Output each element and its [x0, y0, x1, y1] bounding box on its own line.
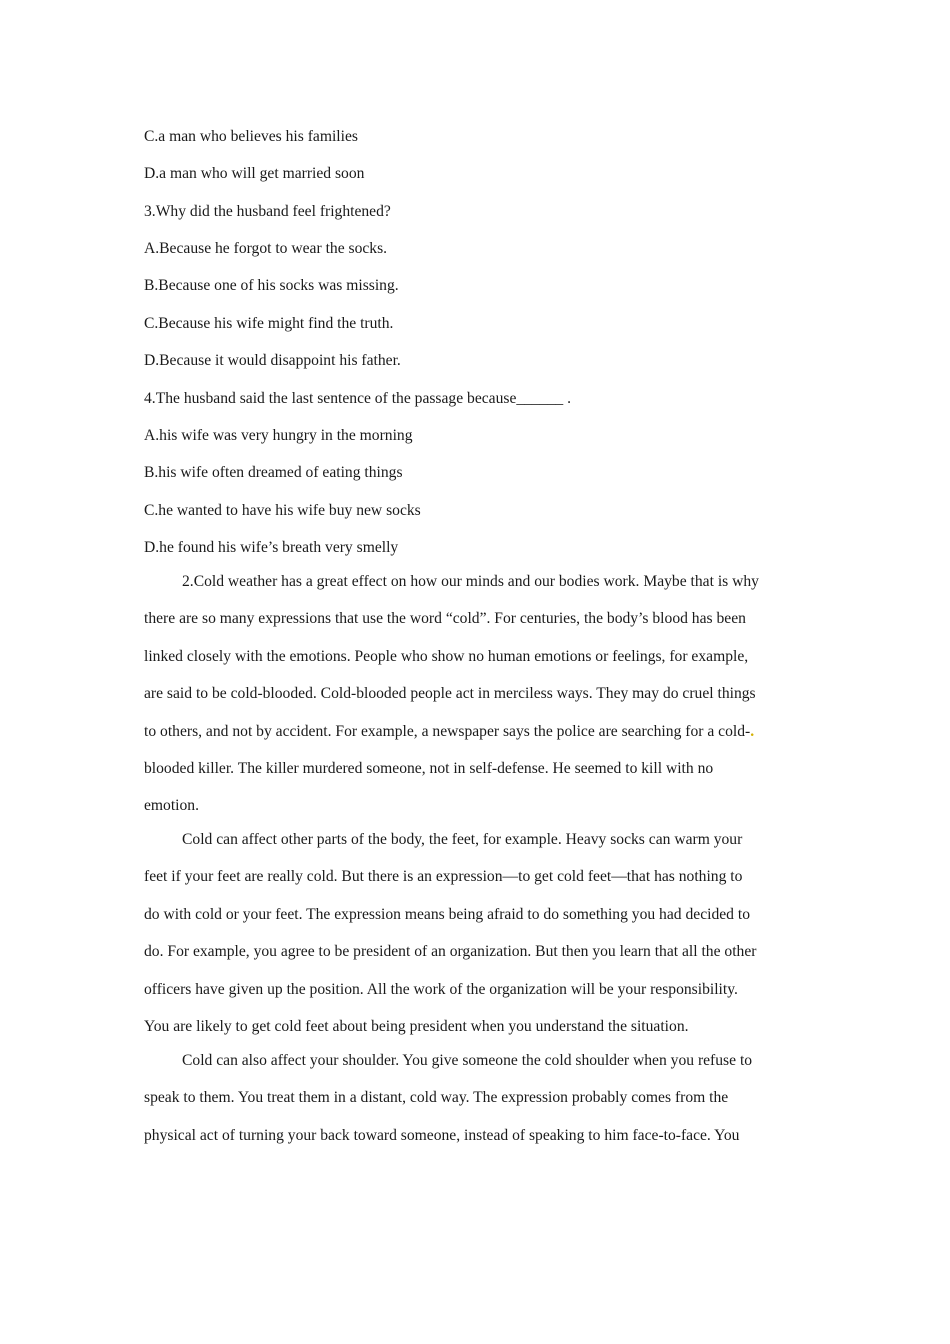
paragraph-line: there are so many expressions that use the word “cold”. For centuries, the body’s blood has been: [144, 610, 746, 628]
paragraph-line: are said to be cold-blooded. Cold-blooded people act in merciless ways. They may do cruel things: [144, 685, 756, 703]
paragraph-line: You are likely to get cold feet about being president when you understand the situation.: [144, 1018, 689, 1036]
paragraph-line: Cold can also affect your shoulder. You give someone the cold shoulder when you refuse to: [182, 1052, 753, 1069]
paragraph-line: Cold can affect other parts of the body, the feet, for example. Heavy socks can warm your: [182, 831, 743, 848]
q3-option-c: C.Because his wife might find the truth.: [144, 315, 394, 332]
paragraph-line: physical act of turning your back toward someone, instead of speaking to him face-to-face. You: [144, 1126, 740, 1144]
paragraph-line: speak to them. You treat them in a distant, cold way. The expression probably comes from the: [144, 1089, 729, 1107]
q4-option-d: D.he found his wife’s breath very smelly: [144, 539, 399, 556]
paragraph-line-text: to others, and not by accident. For example, a newspaper says the police are searching for a cold-: [144, 722, 751, 740]
q4-option-c: C.he wanted to have his wife buy new socks: [144, 502, 421, 519]
paragraph-line: do. For example, you agree to be president of an organization. But then you learn that all the other: [144, 943, 757, 961]
q4-stem: 4.The husband said the last sentence of the passage because______ .: [144, 390, 571, 407]
passage-paragraph-2: [144, 821, 804, 1045]
q4-option-b: B.his wife often dreamed of eating things: [144, 464, 403, 481]
paragraph-line: officers have given up the position. All the work of the organization will be your responsibility.: [144, 980, 738, 998]
q2-option-d: D.a man who will get married soon: [144, 165, 365, 182]
q3-option-a: A.Because he forgot to wear the socks.: [144, 240, 388, 257]
paragraph-line: blooded killer. The killer murdered someone, not in self-defense. He seemed to kill with no: [144, 760, 714, 778]
paragraph-line-with-mark: [144, 713, 804, 750]
paragraph-line: emotion.: [144, 797, 200, 815]
paragraph-line: 2.Cold weather has a great effect on how our minds and our bodies work. Maybe that is why: [182, 573, 759, 590]
passage-paragraph-3: [144, 1042, 804, 1154]
paragraph-line: linked closely with the emotions. People who show no human emotions or feelings, for example,: [144, 647, 749, 665]
q2-option-c: C.a man who believes his families: [144, 128, 358, 145]
passage-paragraph-1: [144, 563, 804, 825]
paragraph-line: do with cold or your feet. The expression means being afraid to do something you had decided to: [144, 905, 750, 923]
q3-stem: 3.Why did the husband feel frightened?: [144, 203, 391, 220]
q3-option-b: B.Because one of his socks was missing.: [144, 277, 399, 294]
paragraph-line: feet if your feet are really cold. But there is an expression—to get cold feet—that has nothing to: [144, 868, 743, 886]
highlight-mark: .: [750, 722, 755, 740]
q4-option-a: A.his wife was very hungry in the morning: [144, 427, 413, 444]
q3-option-d: D.Because it would disappoint his father.: [144, 352, 401, 369]
